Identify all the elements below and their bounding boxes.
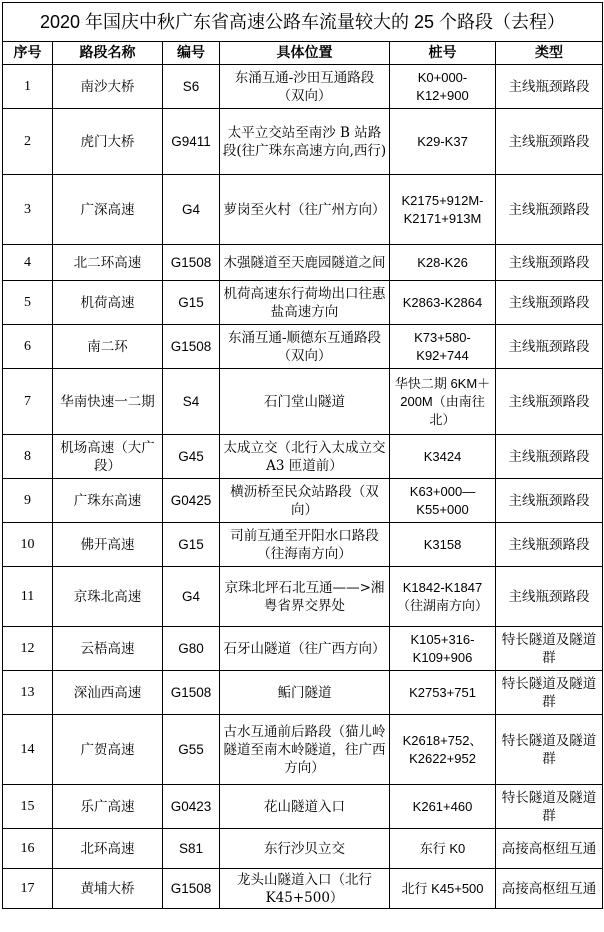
cell-seq: 17: [3, 869, 53, 909]
cell-seq: 15: [3, 785, 53, 829]
cell-type: 高接高枢纽互通: [496, 829, 603, 869]
cell-location: 东涌互通-顺德东互通路段（双向）: [220, 325, 390, 369]
table-row: [3, 479, 603, 523]
cell-stake: K2863-K2864: [390, 281, 496, 325]
table-row: [3, 281, 603, 325]
cell-location: 石牙山隧道（往广西方向）: [220, 627, 390, 671]
table-body: [3, 65, 603, 909]
cell-name: 北环高速: [53, 829, 163, 869]
cell-code: G4: [163, 175, 220, 245]
cell-type: 主线瓶颈路段: [496, 245, 603, 281]
table-row: [3, 627, 603, 671]
traffic-table-sheet: [2, 2, 602, 909]
cell-name: 北二环高速: [53, 245, 163, 281]
cell-code: G9411: [163, 109, 220, 175]
table-row: [3, 65, 603, 109]
cell-seq: 14: [3, 715, 53, 785]
table-row: [3, 435, 603, 479]
cell-type: 特长隧道及隧道群: [496, 671, 603, 715]
table-row: [3, 715, 603, 785]
cell-seq: 2: [3, 109, 53, 175]
header-row: [3, 42, 603, 65]
cell-stake: K1842-K1847（往湖南方向）: [390, 567, 496, 627]
table-row: [3, 523, 603, 567]
cell-code: S6: [163, 65, 220, 109]
cell-stake: K28-K26: [390, 245, 496, 281]
table-row: [3, 245, 603, 281]
cell-type: 主线瓶颈路段: [496, 65, 603, 109]
header-seq: 序号: [3, 42, 53, 65]
cell-location: 萝岗至火村（往广州方向）: [220, 175, 390, 245]
cell-stake: 北行 K45+500: [390, 869, 496, 909]
cell-name: 南沙大桥: [53, 65, 163, 109]
cell-seq: 8: [3, 435, 53, 479]
cell-code: G1508: [163, 869, 220, 909]
cell-stake: K3158: [390, 523, 496, 567]
cell-seq: 7: [3, 369, 53, 435]
cell-name: 机荷高速: [53, 281, 163, 325]
cell-stake: K2618+752、K2622+952: [390, 715, 496, 785]
table-row: [3, 567, 603, 627]
cell-location: 鲘门隧道: [220, 671, 390, 715]
cell-location: 机荷高速东行荷坳出口往惠盐高速方向: [220, 281, 390, 325]
cell-code: G0423: [163, 785, 220, 829]
cell-name: 云梧高速: [53, 627, 163, 671]
header-code: 编号: [163, 42, 220, 65]
cell-location: 太成立交（北行入太成立交 A3 匝道前）: [220, 435, 390, 479]
cell-code: G80: [163, 627, 220, 671]
cell-stake: K3424: [390, 435, 496, 479]
cell-stake: K2753+751: [390, 671, 496, 715]
cell-type: 主线瓶颈路段: [496, 369, 603, 435]
header-location: 具体位置: [220, 42, 390, 65]
cell-type: 主线瓶颈路段: [496, 567, 603, 627]
header-stake: 桩号: [390, 42, 496, 65]
table-row: [3, 869, 603, 909]
cell-seq: 3: [3, 175, 53, 245]
table-row: [3, 369, 603, 435]
cell-seq: 13: [3, 671, 53, 715]
table-row: [3, 671, 603, 715]
cell-seq: 1: [3, 65, 53, 109]
cell-name: 广珠东高速: [53, 479, 163, 523]
table-row: [3, 175, 603, 245]
cell-seq: 9: [3, 479, 53, 523]
cell-location: 石门堂山隧道: [220, 369, 390, 435]
cell-location: 司前互通至开阳水口路段（往海南方向）: [220, 523, 390, 567]
cell-type: 主线瓶颈路段: [496, 479, 603, 523]
cell-name: 华南快速一二期: [53, 369, 163, 435]
cell-type: 主线瓶颈路段: [496, 175, 603, 245]
cell-seq: 11: [3, 567, 53, 627]
cell-code: S81: [163, 829, 220, 869]
cell-seq: 16: [3, 829, 53, 869]
cell-seq: 5: [3, 281, 53, 325]
cell-name: 佛开高速: [53, 523, 163, 567]
cell-stake: 东行 K0: [390, 829, 496, 869]
cell-type: 主线瓶颈路段: [496, 523, 603, 567]
cell-stake: K0+000-K12+900: [390, 65, 496, 109]
cell-stake: K105+316-K109+906: [390, 627, 496, 671]
cell-stake: K261+460: [390, 785, 496, 829]
cell-location: 木强隧道至天鹿园隧道之间: [220, 245, 390, 281]
cell-name: 京珠北高速: [53, 567, 163, 627]
cell-code: G0425: [163, 479, 220, 523]
cell-name: 广贺高速: [53, 715, 163, 785]
cell-code: G1508: [163, 325, 220, 369]
cell-code: G1508: [163, 245, 220, 281]
cell-type: 主线瓶颈路段: [496, 281, 603, 325]
cell-location: 龙头山隧道入口（北行 K45+500）: [220, 869, 390, 909]
cell-code: G15: [163, 523, 220, 567]
table-row: [3, 829, 603, 869]
cell-name: 机场高速（大广段）: [53, 435, 163, 479]
cell-name: 黄埔大桥: [53, 869, 163, 909]
cell-location: 京珠北坪石北互通——>湘粤省界交界处: [220, 567, 390, 627]
cell-stake: K73+580-K92+744: [390, 325, 496, 369]
cell-location: 太平立交站至南沙 B 站路段(往广珠东高速方向,西行): [220, 109, 390, 175]
cell-type: 主线瓶颈路段: [496, 325, 603, 369]
cell-stake: K2175+912M-K2171+913M: [390, 175, 496, 245]
cell-code: G1508: [163, 671, 220, 715]
cell-seq: 6: [3, 325, 53, 369]
cell-type: 特长隧道及隧道群: [496, 627, 603, 671]
cell-name: 乐广高速: [53, 785, 163, 829]
cell-location: 古水互通前后路段（猫儿岭隧道至南木岭隧道，往广西方向）: [220, 715, 390, 785]
table-row: [3, 109, 603, 175]
cell-name: 深汕西高速: [53, 671, 163, 715]
cell-name: 广深高速: [53, 175, 163, 245]
cell-name: 南二环: [53, 325, 163, 369]
cell-code: S4: [163, 369, 220, 435]
cell-location: 东行沙贝立交: [220, 829, 390, 869]
cell-type: 主线瓶颈路段: [496, 109, 603, 175]
cell-code: G4: [163, 567, 220, 627]
cell-code: G45: [163, 435, 220, 479]
table-row: [3, 785, 603, 829]
cell-stake: K63+000—K55+000: [390, 479, 496, 523]
cell-stake: K29-K37: [390, 109, 496, 175]
cell-code: G15: [163, 281, 220, 325]
cell-location: 东涌互通-沙田互通路段（双向）: [220, 65, 390, 109]
cell-location: 花山隧道入口: [220, 785, 390, 829]
cell-stake: 华快二期 6KM＋200M（由南往北）: [390, 369, 496, 435]
cell-type: 特长隧道及隧道群: [496, 715, 603, 785]
header-name: 路段名称: [53, 42, 163, 65]
cell-type: 主线瓶颈路段: [496, 435, 603, 479]
cell-seq: 10: [3, 523, 53, 567]
table-title: 2020 年国庆中秋广东省高速公路车流量较大的 25 个路段（去程）: [3, 3, 603, 42]
cell-code: G55: [163, 715, 220, 785]
cell-type: 特长隧道及隧道群: [496, 785, 603, 829]
traffic-table: [2, 2, 603, 909]
cell-seq: 12: [3, 627, 53, 671]
table-row: [3, 325, 603, 369]
header-type: 类型: [496, 42, 603, 65]
cell-type: 高接高枢纽互通: [496, 869, 603, 909]
cell-name: 虎门大桥: [53, 109, 163, 175]
title-row: [3, 3, 603, 42]
cell-seq: 4: [3, 245, 53, 281]
cell-location: 横沥桥至民众站路段（双向）: [220, 479, 390, 523]
